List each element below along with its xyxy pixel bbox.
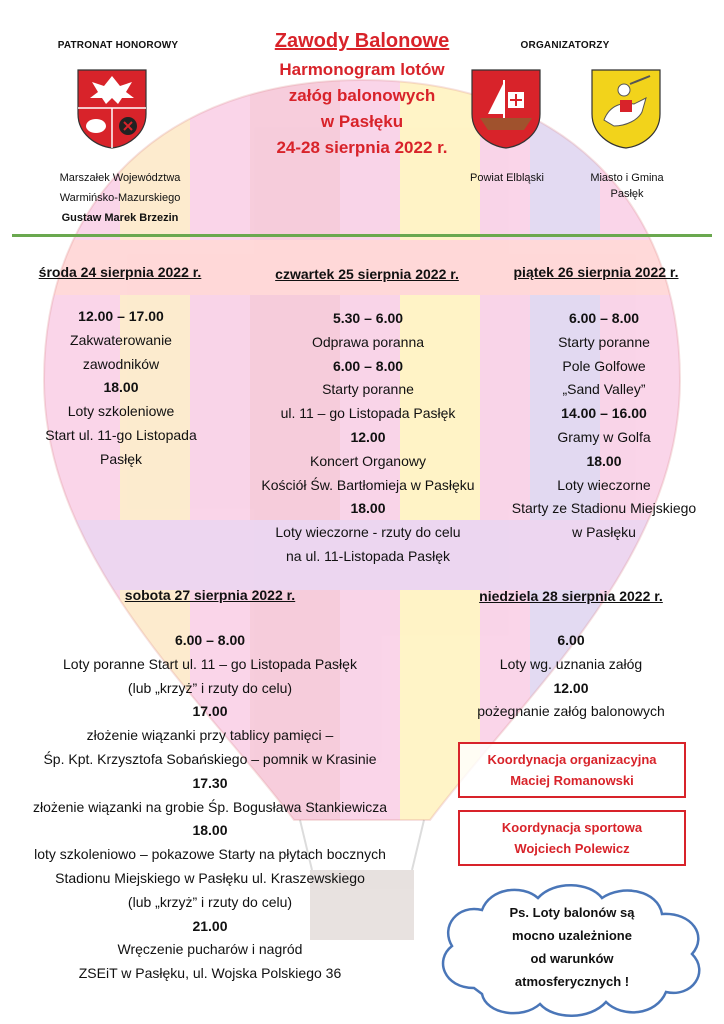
schedule-line: Pole Golfowe bbox=[562, 357, 646, 374]
title-block bbox=[212, 30, 512, 161]
schedule-time: 12.00 bbox=[350, 428, 386, 445]
schedule-time: 18.00 bbox=[350, 500, 386, 517]
schedule-line: „Sand Valley” bbox=[562, 381, 646, 398]
schedule-line: Koncert Organowy bbox=[310, 452, 426, 469]
warmia-mazury-crest-icon bbox=[76, 68, 148, 155]
schedule-saturday bbox=[2, 629, 418, 986]
miasto-caption-line1: Miasto i Gmina bbox=[590, 172, 664, 184]
schedule-wednesday bbox=[16, 305, 226, 472]
schedule-line: Odprawa poranna bbox=[311, 333, 425, 350]
marshal-name: Gustaw Marek Brzezin bbox=[61, 212, 179, 224]
schedule-line: Gramy w Golfa bbox=[557, 428, 651, 445]
marshal-caption-line2: Warmińsko-Mazurskiego bbox=[59, 192, 181, 204]
subtitle-dates: 24-28 sierpnia 2022 r. bbox=[276, 138, 448, 157]
schedule-line: (lub „krzyż” i rzuty do celu) bbox=[127, 679, 293, 696]
schedule-time: 14.00 – 16.00 bbox=[561, 405, 647, 422]
organizers-label: ORGANIZATORZY bbox=[520, 40, 610, 51]
powiat-elblaski-crest-icon bbox=[470, 68, 542, 155]
cloud-note-line2: mocno uzależnione bbox=[512, 928, 632, 943]
schedule-line: Kościół Św. Bartłomieja w Pasłęku bbox=[261, 476, 475, 493]
cloud-note-line1: Ps. Loty balonów są bbox=[509, 905, 635, 920]
schedule-line: loty szkoleniowo – pokazowe Starty na płytach bocznych bbox=[34, 846, 386, 863]
schedule-line: Śp. Kpt. Krzysztofa Sobańskiego – pomnik w Krasinie bbox=[43, 750, 377, 767]
schedule-time: 18.00 bbox=[586, 452, 622, 469]
day-title-sunday: niedziela 28 sierpnia 2022 r. bbox=[479, 588, 663, 604]
powiat-caption: Powiat Elbląski bbox=[470, 172, 544, 184]
schedule-line: Loty wieczorne bbox=[557, 476, 651, 493]
schedule-time: 6.00 – 8.00 bbox=[568, 310, 640, 326]
coordination-organizational-title: Koordynacja organizacyjna bbox=[487, 752, 657, 767]
schedule-time: 12.00 – 17.00 bbox=[78, 308, 164, 324]
subtitle-line2: załóg balonowych bbox=[288, 86, 436, 105]
day-title-thursday: czwartek 25 sierpnia 2022 r. bbox=[275, 266, 459, 282]
schedule-time: 12.00 bbox=[553, 679, 589, 696]
schedule-line: złożenie wiązanki przy tablicy pamięci – bbox=[86, 727, 334, 744]
main-title: Zawody Balonowe bbox=[274, 30, 450, 52]
cloud-note-line4: atmosferycznych ! bbox=[514, 974, 630, 989]
schedule-time: 5.30 – 6.00 bbox=[332, 310, 404, 326]
schedule-line: zawodników bbox=[82, 355, 160, 372]
schedule-line: Loty wg. uznania załóg bbox=[499, 655, 643, 672]
schedule-line: w Pasłęku bbox=[572, 524, 636, 541]
schedule-line: ZSEiT w Pasłęku, ul. Wojska Polskiego 36 bbox=[78, 965, 342, 982]
coordination-sport-box bbox=[458, 810, 686, 866]
schedule-time: 18.00 bbox=[192, 822, 228, 839]
cloud-note-line3: od warunków bbox=[530, 951, 614, 966]
coordination-sport-title: Koordynacja sportowa bbox=[501, 820, 643, 835]
schedule-line: złożenie wiązanki na grobie Śp. Bogusława Stankiewicza bbox=[32, 798, 388, 815]
header-divider bbox=[12, 234, 712, 237]
schedule-line: (lub „krzyż” i rzuty do celu) bbox=[127, 893, 293, 910]
coordination-organizational-name: Maciej Romanowski bbox=[510, 773, 634, 788]
schedule-line: Starty poranne bbox=[558, 333, 650, 350]
schedule-line: na ul. 11-Listopada Pasłęk bbox=[286, 547, 450, 564]
coordination-sport-name: Wojciech Polewicz bbox=[514, 841, 630, 856]
schedule-line: Pasłęk bbox=[99, 450, 143, 467]
miasto-gmina-caption bbox=[568, 170, 686, 202]
schedule-line: Zakwaterowanie bbox=[70, 331, 172, 348]
schedule-line: Starty poranne bbox=[322, 381, 414, 398]
schedule-time: 6.00 – 8.00 bbox=[332, 357, 404, 374]
schedule-thursday bbox=[240, 307, 496, 569]
schedule-line: Starty ze Stadionu Miejskiego bbox=[511, 500, 697, 517]
schedule-time: 17.30 bbox=[192, 774, 228, 791]
schedule-line: Loty szkoleniowe bbox=[67, 403, 175, 420]
day-title-saturday: sobota 27 sierpnia 2022 r. bbox=[124, 587, 296, 603]
schedule-line: pożegnanie załóg balonowych bbox=[477, 703, 665, 720]
marshal-caption bbox=[30, 168, 210, 228]
pasleka-crest-icon bbox=[590, 68, 662, 155]
schedule-line: Stadionu Miejskiego w Pasłęku ul. Kraszewskiego bbox=[55, 869, 365, 886]
schedule-friday bbox=[496, 307, 712, 545]
schedule-sunday bbox=[452, 629, 690, 724]
schedule-time: 6.00 bbox=[557, 632, 585, 648]
schedule-line: ul. 11 – go Listopada Pasłęk bbox=[280, 405, 456, 422]
patronat-label: PATRONAT HONOROWY bbox=[57, 40, 179, 51]
schedule-time: 18.00 bbox=[103, 379, 139, 396]
day-title-friday: piątek 26 sierpnia 2022 r. bbox=[513, 264, 679, 280]
schedule-line: Wręczenie pucharów i nagród bbox=[117, 941, 303, 958]
miasto-caption-line2: Pasłęk bbox=[610, 188, 644, 200]
schedule-time: 21.00 bbox=[192, 917, 228, 934]
day-title-wednesday: środa 24 sierpnia 2022 r. bbox=[38, 264, 202, 280]
schedule-time: 17.00 bbox=[192, 703, 228, 720]
schedule-line: Loty wieczorne - rzuty do celu bbox=[275, 524, 461, 541]
schedule-line: Loty poranne Start ul. 11 – go Listopada Pasłęk bbox=[63, 655, 357, 672]
subtitle-line3: w Pasłęku bbox=[320, 112, 404, 131]
coordination-organizational-box bbox=[458, 742, 686, 798]
cloud-note bbox=[472, 901, 672, 993]
schedule-line: Start ul. 11-go Listopada bbox=[45, 426, 197, 443]
schedule-time: 6.00 – 8.00 bbox=[174, 632, 246, 648]
subtitle-line1: Harmonogram lotów bbox=[279, 60, 445, 79]
marshal-caption-line1: Marszałek Województwa bbox=[59, 172, 181, 184]
